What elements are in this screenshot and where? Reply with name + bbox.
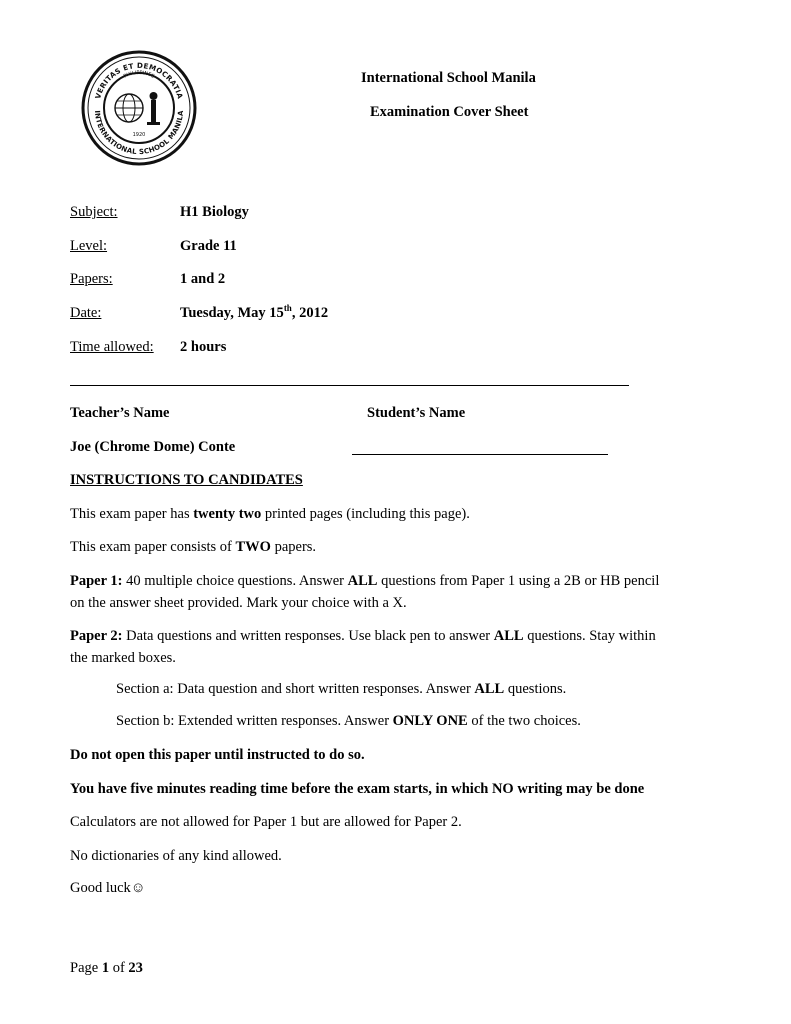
papers-label: Papers: (70, 271, 113, 287)
level-label: Level: (70, 238, 108, 254)
instruction-papers (70, 539, 316, 556)
instruction-pages (70, 506, 470, 523)
instruction-calculators: Calculators are not allowed for Paper 1 but are allowed for Paper 2. (70, 814, 462, 830)
good-luck-text: Good luck☺ (70, 880, 146, 896)
paper2-text-a: Data questions and written responses. Use black pen to answer (122, 628, 494, 644)
paper1-label: Paper 1: (70, 573, 123, 589)
instruction-paper2 (70, 625, 730, 669)
school-name: International School Manila (361, 70, 536, 86)
date-value (180, 305, 328, 322)
time-label: Time allowed: (70, 339, 154, 355)
instruction-papers-b: TWO (235, 539, 271, 555)
instruction-papers-c: papers. (270, 539, 317, 555)
school-seal-logo (81, 50, 197, 166)
paper1-text-a: 40 multiple choice questions. Answer (122, 573, 348, 589)
page-total: 23 (128, 960, 143, 976)
date-main: Tuesday, May 15 (180, 305, 284, 321)
page-current: 1 (101, 960, 110, 976)
subject-value: H1 Biology (180, 204, 249, 220)
teacher-name-label: Teacher’s Name (70, 405, 170, 421)
paper2-all: ALL (493, 628, 524, 644)
instruction-pages-b: twenty two (193, 506, 262, 522)
instruction-reading-time: You have five minutes reading time before the exam starts, in which NO writing may be done (70, 781, 645, 797)
paper1-all: ALL (347, 573, 378, 589)
paper1-text-c: on the answer sheet provided. Mark your choice with a X. (70, 595, 407, 611)
document-title: Examination Cover Sheet (370, 104, 529, 120)
paper2-label: Paper 2: (70, 628, 123, 644)
seal-school-name: INTERNATIONAL SCHOOL MANILA (92, 110, 186, 157)
section-b-instruction (116, 713, 581, 730)
level-value: Grade 11 (180, 238, 237, 254)
section-a-instruction (116, 681, 566, 698)
seal-motto: VERITAS ET DEMOCRATIA (93, 60, 185, 100)
section-a-all: ALL (474, 681, 505, 697)
instruction-paper1 (70, 570, 730, 614)
seal-country: PHILIPPINES (122, 69, 156, 80)
time-value: 2 hours (180, 339, 227, 355)
page-number (70, 960, 143, 977)
papers-value: 1 and 2 (180, 271, 226, 287)
date-suffix: th (283, 303, 292, 314)
page-word: Page (70, 960, 102, 976)
instruction-do-not-open: Do not open this paper until instructed to do so. (70, 747, 365, 763)
instruction-pages-a: This exam paper has (70, 506, 194, 522)
student-name-blank-line[interactable] (352, 454, 608, 455)
section-a-text-b: questions. (504, 681, 567, 697)
instruction-pages-c: printed pages (including this page). (261, 506, 470, 522)
instruction-papers-a: This exam paper consists of (70, 539, 236, 555)
paper2-text-c: the marked boxes. (70, 650, 176, 666)
instruction-dictionaries: No dictionaries of any kind allowed. (70, 848, 282, 864)
teacher-name-value: Joe (Chrome Dome) Conte (70, 439, 236, 455)
subject-label: Subject: (70, 204, 118, 220)
paper1-text-b: questions from Paper 1 using a 2B or HB pencil (377, 573, 660, 589)
student-name-label: Student’s Name (367, 405, 466, 421)
section-b-text-b: of the two choices. (467, 713, 581, 729)
paper2-text-b: questions. Stay within (523, 628, 656, 644)
date-year: , 2012 (291, 305, 329, 321)
seal-year: 1920 (132, 132, 146, 138)
section-b-text-a: Section b: Extended written responses. Answer (116, 713, 393, 729)
divider-line (70, 385, 629, 386)
date-label: Date: (70, 305, 102, 321)
page-of: of (109, 960, 129, 976)
section-b-only-one: ONLY ONE (392, 713, 468, 729)
section-a-text-a: Section a: Data question and short written responses. Answer (116, 681, 475, 697)
instructions-heading: INSTRUCTIONS TO CANDIDATES (70, 472, 303, 488)
